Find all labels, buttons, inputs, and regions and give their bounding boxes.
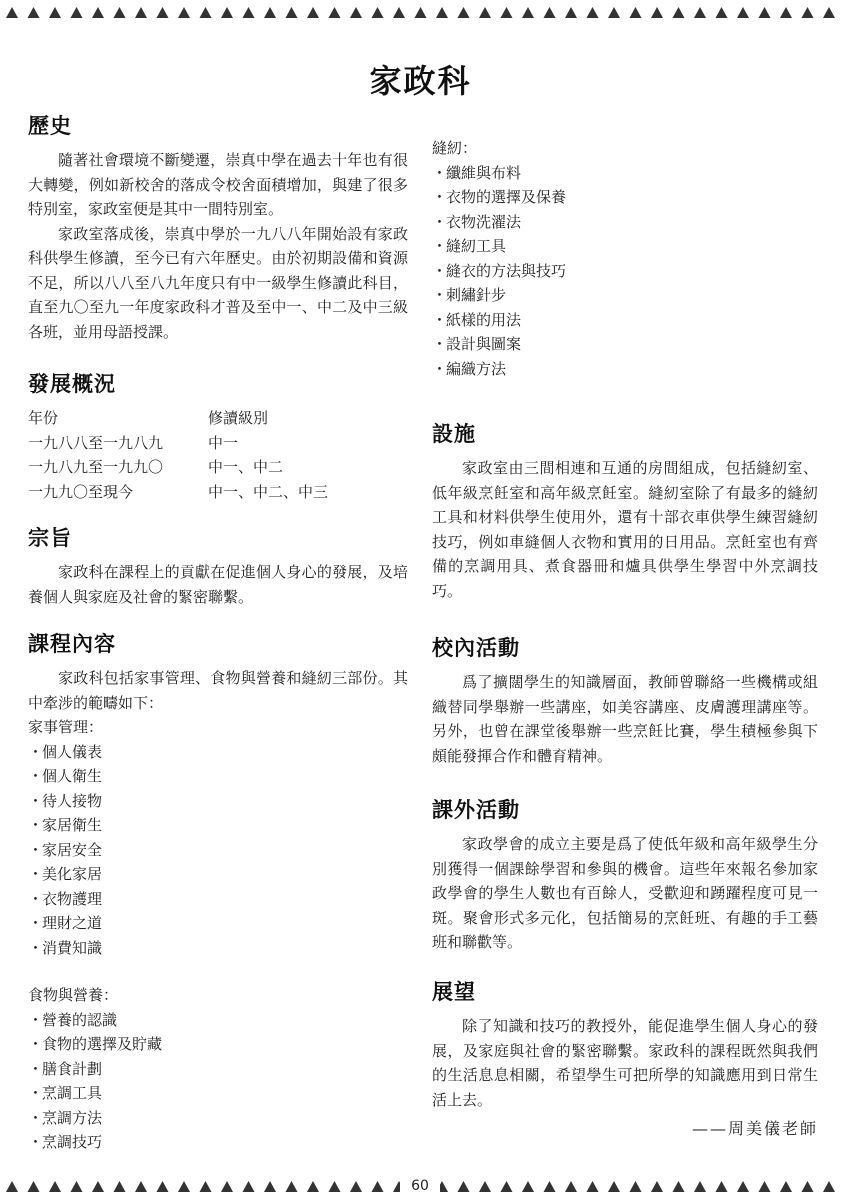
triangle-ornament bbox=[135, 1181, 147, 1192]
list-item: ・個人儀表 bbox=[28, 742, 103, 761]
list-item: ・縫衣的方法與技巧 bbox=[432, 261, 567, 280]
triangle-ornament bbox=[329, 1181, 341, 1192]
triangle-ornament bbox=[501, 7, 513, 18]
triangle-ornament bbox=[6, 7, 18, 18]
triangle-ornament bbox=[694, 1181, 706, 1192]
history-section bbox=[28, 110, 408, 344]
home-management-list bbox=[28, 740, 408, 961]
triangle-ornament bbox=[694, 7, 706, 18]
triangle-ornament bbox=[372, 1181, 384, 1192]
triangle-ornament bbox=[350, 7, 362, 18]
list-item: ・營養的認識 bbox=[28, 1010, 118, 1029]
history-paragraph-2: 家政室落成後，崇真中學於一九八八年開始設有家政科供學生修讀，至今已有六年歷史。由於初期設備和資源不足，所以八八至八九年度只有中一級學生修讀此科目，直至九〇至九一年度家政科才普及至中一、中二及中三級各班，並用母語授課。 bbox=[28, 224, 408, 341]
triangle-ornament bbox=[92, 7, 104, 18]
triangle-ornament bbox=[135, 7, 147, 18]
triangle-ornament bbox=[651, 1181, 663, 1192]
school-activities-text: 爲了擴闊學生的知識層面，教師曾聯絡一些機構或組織替同學舉辦一些講座，如美容講座、皮膚護理講座等。另外，也曾在課堂後舉辦一些烹飪比賽，學生積極參與下頗能發揮合作和體育精神。 bbox=[432, 673, 818, 765]
triangle-ornament bbox=[544, 1181, 556, 1192]
facilities-text: 家政室由三間相連和互通的房間組成，包括縫紉室、低年級烹飪室和高年級烹飪室。縫紉室除了有最多的縫紉工具和材料供學生使用外，還有十部衣車供學生練習縫紉技巧，例如車縫個人衣物和實用的日用品。烹飪室也有齊備的烹調用具、煮食器冊和爐具供學生學習中外烹調技巧。 bbox=[432, 459, 818, 600]
triangle-ornament bbox=[49, 1181, 61, 1192]
list-item: ・設計與圖案 bbox=[432, 335, 522, 353]
triangle-ornament bbox=[372, 7, 384, 18]
col-header-year: 年份 bbox=[28, 409, 59, 427]
facilities-section bbox=[432, 418, 818, 603]
list-item: ・衣物護理 bbox=[28, 889, 103, 908]
triangle-ornament bbox=[28, 7, 40, 18]
outlook-text: 除了知識和技巧的教授外，能促進學生個人身心的發展，及家庭與社會的緊密聯繫。家政科的課程既然與我們的生活息息相關，希望學生可把所學的知識應用到日常生活上去。 bbox=[432, 1017, 818, 1109]
row-level: 中一 bbox=[208, 433, 239, 452]
triangle-ornament bbox=[458, 7, 470, 18]
triangle-ornament bbox=[221, 7, 233, 18]
triangle-ornament bbox=[501, 1181, 513, 1192]
col-header-level: 修讀級別 bbox=[208, 409, 269, 427]
list-item: ・刺繡針步 bbox=[432, 286, 507, 304]
aim-text: 家政科在課程上的貢獻在促進個人身心的發展，及培養個人與家庭及社會的緊密聯繫。 bbox=[28, 563, 408, 606]
page-title: 家政科 bbox=[369, 62, 472, 100]
curriculum-intro: 家政科包括家事管理、食物與營養和縫紉三部份。其中牽涉的範疇如下： bbox=[28, 669, 408, 712]
triangle-ornament bbox=[114, 1181, 126, 1192]
triangle-ornament bbox=[479, 7, 491, 18]
triangle-ornament bbox=[114, 7, 126, 18]
triangle-ornament bbox=[759, 7, 771, 18]
triangle-ornament bbox=[522, 7, 534, 18]
list-item: ・個人衛生 bbox=[28, 767, 103, 785]
triangle-ornament bbox=[716, 1181, 728, 1192]
triangle-ornament bbox=[479, 1181, 491, 1192]
aim-section bbox=[28, 522, 408, 609]
list-item: ・編織方法 bbox=[432, 359, 507, 378]
curriculum-heading: 課程內容 bbox=[28, 632, 116, 656]
sewing-list bbox=[432, 161, 818, 382]
triangle-ornament bbox=[200, 1181, 212, 1192]
triangle-ornament bbox=[329, 7, 341, 18]
food-nutrition-label: 食物與營養： bbox=[28, 986, 119, 1004]
triangle-ornament bbox=[307, 7, 319, 18]
development-section bbox=[28, 368, 408, 504]
list-item: ・纖維與布料 bbox=[432, 163, 522, 182]
triangle-ornament bbox=[286, 7, 298, 18]
list-item: ・紙樣的用法 bbox=[432, 310, 522, 329]
list-item: ・消費知識 bbox=[28, 938, 103, 957]
triangle-ornament bbox=[264, 7, 276, 18]
development-heading: 發展概況 bbox=[28, 372, 116, 396]
outlook-section bbox=[432, 976, 818, 1138]
list-item: ・食物的選擇及貯藏 bbox=[28, 1035, 163, 1053]
triangle-ornament bbox=[737, 1181, 749, 1192]
triangle-ornament bbox=[737, 7, 749, 18]
facilities-heading: 設施 bbox=[432, 422, 476, 446]
triangle-ornament bbox=[608, 7, 620, 18]
history-paragraph-1: 隨著社會環境不斷變遷，崇真中學在過去十年也有很大轉變，例如新校舍的落成令校舍面積增加，與建了很多特別室，家政室便是其中一間特別室。 bbox=[28, 151, 408, 218]
extra-activities-heading: 課外活動 bbox=[432, 798, 520, 822]
top-triangle-border bbox=[0, 4, 841, 24]
food-nutrition-section bbox=[28, 983, 408, 1155]
triangle-ornament bbox=[565, 7, 577, 18]
outlook-heading: 展望 bbox=[432, 980, 476, 1004]
triangle-ornament bbox=[630, 7, 642, 18]
row-level: 中一、中二 bbox=[208, 458, 284, 476]
development-table bbox=[28, 406, 408, 504]
triangle-pattern-top bbox=[0, 4, 841, 20]
triangle-ornament bbox=[307, 1181, 319, 1192]
list-item: ・膳食計劃 bbox=[28, 1059, 103, 1078]
triangle-ornament bbox=[458, 1181, 470, 1192]
aim-heading: 宗旨 bbox=[28, 526, 72, 550]
list-item: ・縫紉工具 bbox=[432, 237, 507, 255]
triangle-ornament bbox=[673, 1181, 685, 1192]
triangle-ornament bbox=[759, 1181, 771, 1192]
sewing-label: 縫紉： bbox=[432, 139, 478, 157]
triangle-ornament bbox=[565, 1181, 577, 1192]
signature: ——周美儀老師 bbox=[691, 1119, 818, 1138]
list-item: ・待人接物 bbox=[28, 791, 103, 810]
extra-activities-section bbox=[432, 794, 818, 955]
list-item: ・理財之道 bbox=[28, 914, 103, 932]
triangle-ornament bbox=[49, 7, 61, 18]
list-item: ・衣物洗濯法 bbox=[432, 212, 522, 231]
triangle-ornament bbox=[71, 1181, 83, 1192]
triangle-ornament bbox=[200, 7, 212, 18]
triangle-ornament bbox=[823, 7, 835, 18]
triangle-ornament bbox=[823, 1181, 835, 1192]
triangle-ornament bbox=[587, 7, 599, 18]
row-year: 一九八九至一九九〇 bbox=[28, 458, 164, 476]
triangle-ornament bbox=[6, 1181, 18, 1192]
extra-activities-text: 家政學會的成立主要是爲了使低年級和高年級學生分別獲得一個課餘學習和參與的機會。這些年來報名參加家政學會的學生人數也有百餘人，受歡迎和踴躍程度可見一斑。聚會形式多元化，包括簡易的烹飪班、有趣的手工藝班和聯歡等。 bbox=[432, 835, 818, 951]
triangle-ornament bbox=[587, 1181, 599, 1192]
triangle-ornament bbox=[178, 1181, 190, 1192]
triangle-ornament bbox=[630, 1181, 642, 1192]
food-nutrition-list bbox=[28, 1008, 408, 1155]
triangle-ornament bbox=[522, 1181, 534, 1192]
school-activities-section bbox=[432, 632, 818, 768]
list-item: ・家居安全 bbox=[28, 840, 103, 859]
school-activities-heading: 校內活動 bbox=[432, 636, 520, 660]
triangle-ornament bbox=[415, 7, 427, 18]
history-heading: 歷史 bbox=[28, 114, 72, 138]
triangle-ornament bbox=[28, 1181, 40, 1192]
triangle-ornament bbox=[716, 7, 728, 18]
triangle-ornament bbox=[780, 1181, 792, 1192]
curriculum-section bbox=[28, 628, 408, 960]
triangle-ornament bbox=[157, 7, 169, 18]
list-item: ・衣物的選擇及保養 bbox=[432, 188, 567, 206]
list-item: ・烹調工具 bbox=[28, 1084, 103, 1102]
list-item: ・烹調方法 bbox=[28, 1108, 103, 1127]
triangle-ornament bbox=[243, 7, 255, 18]
home-management-label: 家事管理： bbox=[28, 718, 104, 736]
row-level: 中一、中二、中三 bbox=[208, 482, 329, 501]
triangle-ornament bbox=[243, 1181, 255, 1192]
triangle-ornament bbox=[393, 7, 405, 18]
triangle-ornament bbox=[178, 7, 190, 18]
triangle-ornament bbox=[608, 1181, 620, 1192]
list-item: ・家居衛生 bbox=[28, 816, 103, 834]
list-item: ・美化家居 bbox=[28, 865, 103, 883]
sewing-section bbox=[432, 136, 818, 381]
triangle-ornament bbox=[673, 7, 685, 18]
triangle-ornament bbox=[264, 1181, 276, 1192]
triangle-ornament bbox=[651, 7, 663, 18]
triangle-ornament bbox=[802, 7, 814, 18]
triangle-ornament bbox=[436, 7, 448, 18]
triangle-ornament bbox=[92, 1181, 104, 1192]
triangle-ornament bbox=[221, 1181, 233, 1192]
row-year: 一九九〇至現今 bbox=[28, 482, 134, 501]
row-year: 一九八八至一九八九 bbox=[28, 433, 164, 452]
triangle-ornament bbox=[286, 1181, 298, 1192]
triangle-ornament bbox=[71, 7, 83, 18]
triangle-ornament bbox=[802, 1181, 814, 1192]
triangle-ornament bbox=[350, 1181, 362, 1192]
triangle-ornament bbox=[157, 1181, 169, 1192]
page-number: 60 bbox=[400, 1178, 440, 1194]
list-item: ・烹調技巧 bbox=[28, 1133, 103, 1151]
triangle-ornament bbox=[544, 7, 556, 18]
triangle-ornament bbox=[780, 7, 792, 18]
